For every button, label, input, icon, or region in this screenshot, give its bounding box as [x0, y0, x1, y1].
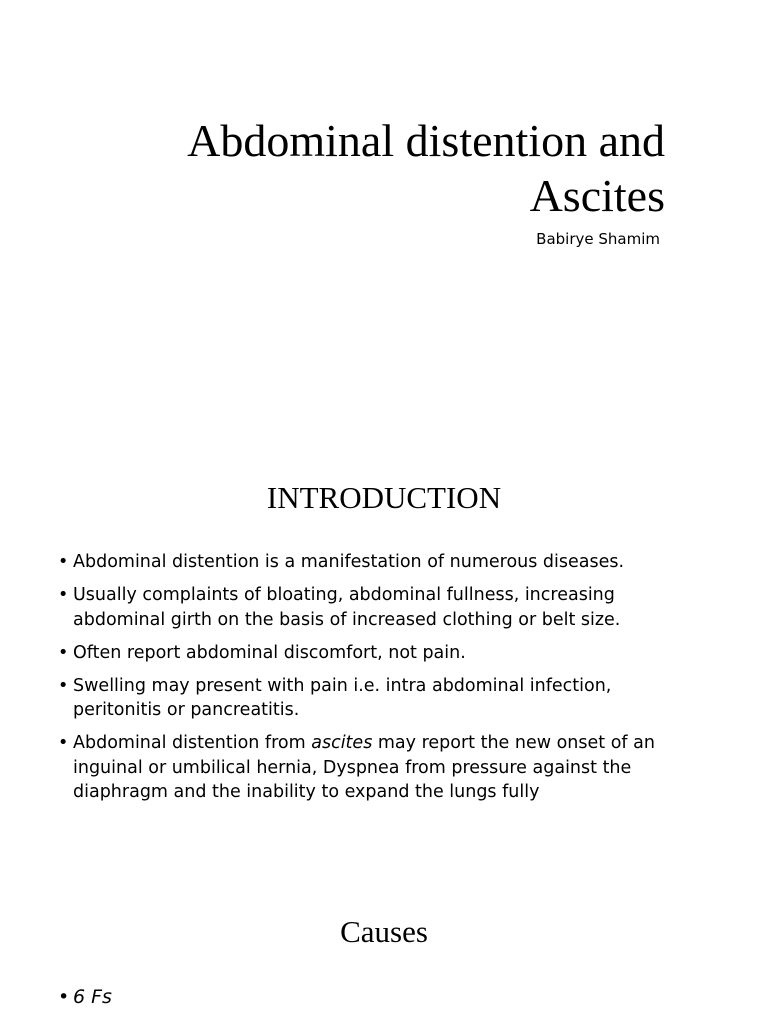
title-slide [0, 0, 768, 430]
bullet-item [58, 550, 698, 575]
bullet-text-after: may report the new onset of an inguinal or umbilical hernia, Dyspnea from pressure against the diaphragm and the inability to expand the lungs fully [73, 733, 655, 802]
bullet-text-before: Abdominal distention from [73, 733, 312, 753]
bullet-text: Usually complaints of bloating, abdominal fullness, increasing abdominal girth on the basis of increased clothing or belt size. [73, 585, 621, 630]
bullet-item [58, 985, 698, 1010]
title-line-1: Abdominal distention and [187, 115, 665, 166]
introduction-heading: INTRODUCTION [266, 480, 502, 515]
causes-slide [0, 870, 768, 1024]
bullet-icon: • [58, 642, 69, 663]
bullet-text: 6 Fs [73, 986, 112, 1008]
bullet-text: Swelling may present with pain i.e. intra abdominal infection, peritonitis or pancreatitis. [73, 675, 612, 720]
bullet-item [58, 731, 698, 805]
bullet-text: Abdominal distention is a manifestation of numerous diseases. [73, 552, 625, 572]
bullet-icon: • [58, 675, 69, 696]
bullet-icon: • [58, 552, 69, 572]
bullet-icon: • [58, 986, 70, 1008]
bullet-item [58, 674, 698, 723]
bullet-item [58, 583, 698, 632]
bullet-text-emphasis: ascites [311, 733, 373, 753]
causes-bullet-list [58, 985, 698, 1010]
slide-title [105, 113, 665, 223]
bullet-icon: • [58, 585, 69, 605]
bullet-text: Often report abdominal discomfort, not pain. [73, 642, 466, 663]
bullet-icon: • [58, 733, 69, 753]
bullet-item [58, 641, 698, 666]
author-subtitle: Babirye Shamim [536, 230, 660, 248]
causes-heading: Causes [340, 914, 428, 949]
introduction-bullet-list [58, 550, 698, 813]
title-line-2: Ascites [529, 170, 665, 221]
introduction-slide [0, 430, 768, 870]
